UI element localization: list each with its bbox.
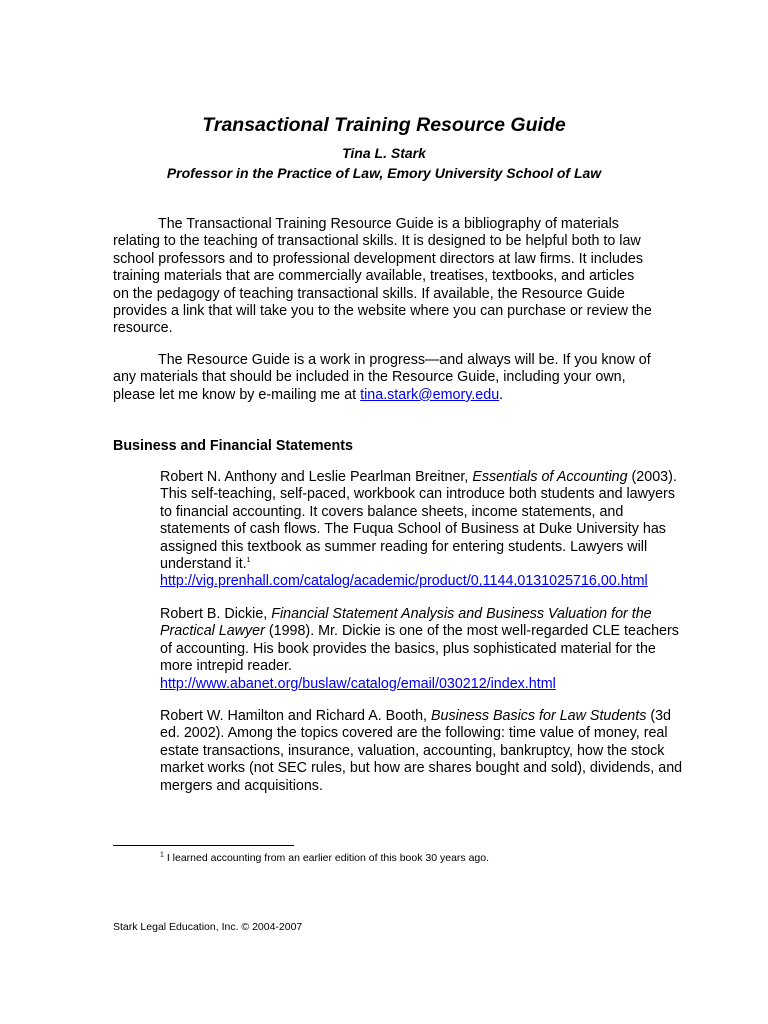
entry-description: (1998). Mr. Dickie is one of the most well-regarded CLE teachers of accounting. His book provides the basics, plus sophisticated material for the more intrepid reader. <box>160 623 679 675</box>
intro-paragraph-1 <box>113 216 653 338</box>
intro-paragraph-2-end: . <box>499 386 504 403</box>
intro-paragraph-2-text: The Resource Guide is a work in progress—and always will be. If you know of any materials that should be included in the Resource Guide, including your own, please let me know by e-mailing me at <box>113 352 651 403</box>
author-affiliation: Professor in the Practice of Law, Emory University School of Law <box>166 165 602 181</box>
intro-paragraph-2 <box>113 352 653 404</box>
footnote-reference[interactable]: 1 <box>246 557 251 565</box>
document-title: Transactional Training Resource Guide <box>202 114 566 136</box>
entry-url-link[interactable]: http://vig.prenhall.com/catalog/academic/product/0,1144,0131025716,00.html <box>160 573 648 590</box>
entry-authors: Robert N. Anthony and Leslie Pearlman Breitner, <box>160 469 473 485</box>
entry-description: (3d ed. 2002). Among the topics covered are the following: time value of money, real estate transactions, insurance, valuation, accounting, bankruptcy, how the stock market works (not SEC rules, but how are shares bought and sold), dividends, and mergers and acquisitions. <box>160 708 683 794</box>
page-footer: Stark Legal Education, Inc. © 2004-2007 <box>113 921 303 933</box>
footnote <box>160 851 489 865</box>
bibliography-entry <box>160 606 690 693</box>
footnote-text: I learned accounting from an earlier edition of this book 30 years ago. <box>163 852 490 864</box>
bibliography-entry <box>160 708 690 795</box>
footnote-separator <box>113 845 294 846</box>
entry-authors: Robert W. Hamilton and Richard A. Booth, <box>160 708 431 724</box>
author-email-link[interactable]: tina.stark@emory.edu <box>360 386 500 403</box>
entry-authors: Robert B. Dickie, <box>160 606 272 622</box>
intro-paragraph-1-text: The Transactional Training Resource Guide is a bibliography of materials relating to the teaching of transactional skills. It is designed to be helpful both to law school professors and to professional development directors at law firms. It includes training materials that are commercially available, treatises, textbooks, and articles on the pedagogy of teaching transactional skills. If available, the Resource Guide provides a link that will take you to the website where you can purchase or review the resource. <box>113 216 652 337</box>
document-author: Tina L. Stark <box>342 145 426 161</box>
bibliography-entry <box>160 469 690 591</box>
entry-book-title: Business Basics for Law Students <box>430 708 647 724</box>
footnote-number: 1 <box>160 851 164 859</box>
entry-description: (2003). This self-teaching, self-paced, workbook can introduce both students and lawyers to financial accounting. It covers balance sheets, income statements, and statements of cash flows. The Fuqua School of Business at Duke University has assigned this textbook as summer reading for entering students. Lawyers will understand it. <box>160 469 677 573</box>
entry-url-link[interactable]: http://www.abanet.org/buslaw/catalog/email/030212/index.html <box>160 675 556 692</box>
section-heading: Business and Financial Statements <box>113 438 353 454</box>
entry-book-title: Financial Statement Analysis and Business Valuation for the Practical Lawyer <box>160 606 652 640</box>
entry-book-title: Essentials of Accounting <box>472 469 628 485</box>
